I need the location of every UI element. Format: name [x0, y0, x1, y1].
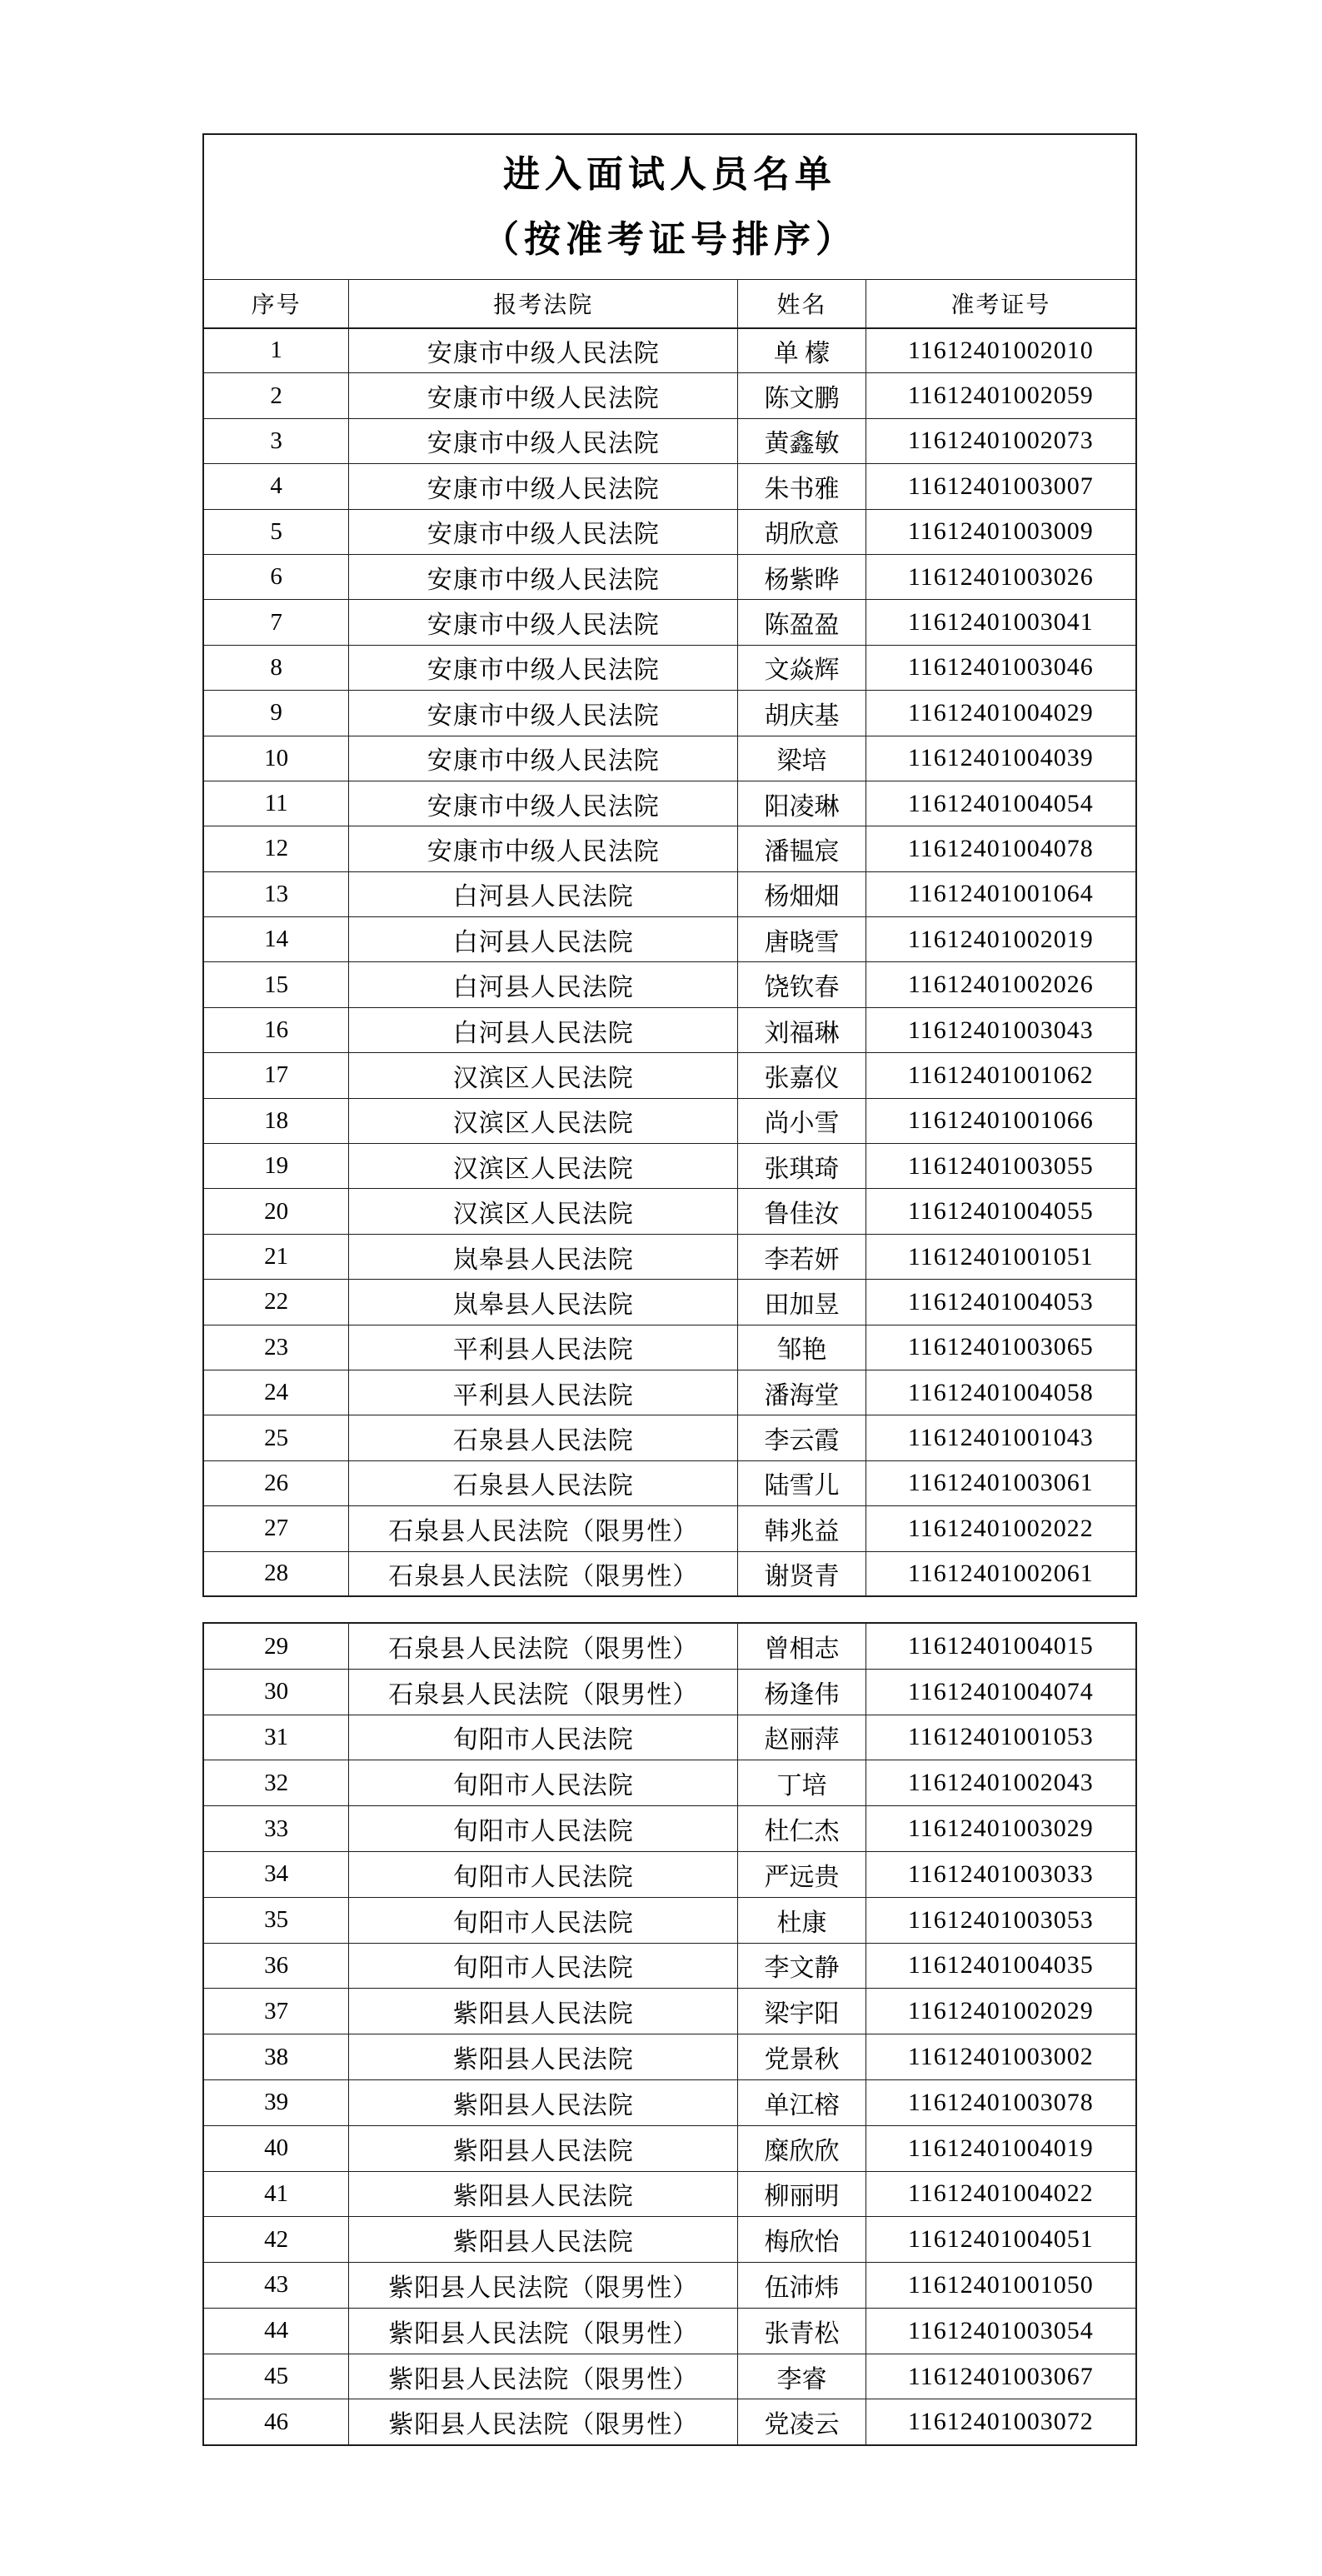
cell-name: 刘福琳	[738, 1007, 866, 1052]
cell-index: 41	[203, 2171, 349, 2217]
cell-court: 安康市中级人民法院	[349, 691, 738, 736]
cell-name: 党景秋	[738, 2034, 866, 2080]
cell-court: 紫阳县人民法院	[349, 2217, 738, 2263]
cell-name: 饶钦春	[738, 962, 866, 1007]
cell-ticket: 11612401004055	[866, 1189, 1136, 1234]
cell-court: 白河县人民法院	[349, 917, 738, 962]
cell-name: 单 檬	[738, 328, 866, 373]
cell-index: 17	[203, 1053, 349, 1098]
cell-index: 27	[203, 1506, 349, 1551]
cell-ticket: 11612401003009	[866, 509, 1136, 554]
table-row	[203, 781, 1136, 826]
cell-ticket: 11612401004058	[866, 1370, 1136, 1415]
table-row	[203, 962, 1136, 1007]
cell-court: 白河县人民法院	[349, 962, 738, 1007]
cell-court: 旬阳市人民法院	[349, 1715, 738, 1760]
cell-ticket: 11612401004051	[866, 2217, 1136, 2263]
table-row	[203, 2354, 1136, 2399]
cell-name: 杨紫晔	[738, 554, 866, 599]
table-row	[203, 826, 1136, 871]
cell-index: 12	[203, 826, 349, 871]
cell-court: 安康市中级人民法院	[349, 554, 738, 599]
cell-ticket: 11612401003029	[866, 1806, 1136, 1852]
page-title: 进入面试人员名单	[503, 153, 836, 195]
title-block	[202, 133, 1137, 279]
table-row	[203, 1098, 1136, 1143]
cell-index: 28	[203, 1551, 349, 1596]
cell-index: 9	[203, 691, 349, 736]
cell-court: 安康市中级人民法院	[349, 464, 738, 509]
table-row	[203, 917, 1136, 962]
table-row	[203, 2171, 1136, 2217]
cell-name: 杜仁杰	[738, 1806, 866, 1852]
cell-name: 杨逢伟	[738, 1669, 866, 1715]
cell-index: 39	[203, 2079, 349, 2125]
table-row	[203, 645, 1136, 690]
cell-name: 李云霞	[738, 1415, 866, 1460]
cell-court: 白河县人民法院	[349, 871, 738, 916]
cell-name: 杜康	[738, 1897, 866, 1943]
cell-index: 37	[203, 1989, 349, 2034]
cell-index: 6	[203, 554, 349, 599]
cell-name: 田加昱	[738, 1280, 866, 1325]
cell-ticket: 11612401003078	[866, 2079, 1136, 2125]
cell-index: 23	[203, 1325, 349, 1370]
cell-index: 1	[203, 328, 349, 373]
cell-ticket: 11612401003067	[866, 2354, 1136, 2399]
cell-index: 7	[203, 600, 349, 645]
cell-name: 梁培	[738, 736, 866, 781]
cell-ticket: 11612401002061	[866, 1551, 1136, 1596]
cell-court: 安康市中级人民法院	[349, 418, 738, 463]
cell-court: 安康市中级人民法院	[349, 781, 738, 826]
table-row	[203, 328, 1136, 373]
cell-name: 张琪琦	[738, 1144, 866, 1189]
cell-name: 陈文鹏	[738, 373, 866, 418]
cell-index: 13	[203, 871, 349, 916]
cell-ticket: 11612401001062	[866, 1053, 1136, 1098]
cell-ticket: 11612401004015	[866, 1623, 1136, 1669]
cell-ticket: 11612401004053	[866, 1280, 1136, 1325]
cell-index: 15	[203, 962, 349, 1007]
cell-ticket: 11612401002073	[866, 418, 1136, 463]
cell-ticket: 11612401003054	[866, 2308, 1136, 2354]
cell-ticket: 11612401001053	[866, 1715, 1136, 1760]
cell-court: 白河县人民法院	[349, 1007, 738, 1052]
table-row	[203, 1460, 1136, 1505]
table-row	[203, 1280, 1136, 1325]
table-row	[203, 2125, 1136, 2171]
cell-name: 张青松	[738, 2308, 866, 2354]
cell-court: 紫阳县人民法院	[349, 2079, 738, 2125]
table-row	[203, 1669, 1136, 1715]
cell-ticket: 11612401004022	[866, 2171, 1136, 2217]
cell-name: 黄鑫敏	[738, 418, 866, 463]
table-row	[203, 1851, 1136, 1897]
cell-court: 紫阳县人民法院（限男性）	[349, 2354, 738, 2399]
cell-index: 11	[203, 781, 349, 826]
header-court: 报考法院	[349, 280, 738, 328]
table-row	[203, 1415, 1136, 1460]
cell-ticket: 11612401003053	[866, 1897, 1136, 1943]
cell-court: 石泉县人民法院（限男性）	[349, 1506, 738, 1551]
table-row	[203, 1623, 1136, 1669]
table-row	[203, 2308, 1136, 2354]
cell-name: 李文静	[738, 1943, 866, 1989]
cell-index: 10	[203, 736, 349, 781]
cell-court: 汉滨区人民法院	[349, 1053, 738, 1098]
cell-index: 43	[203, 2263, 349, 2309]
cell-court: 旬阳市人民法院	[349, 1760, 738, 1806]
cell-index: 35	[203, 1897, 349, 1943]
cell-court: 汉滨区人民法院	[349, 1189, 738, 1234]
cell-ticket: 11612401003033	[866, 1851, 1136, 1897]
cell-ticket: 11612401003002	[866, 2034, 1136, 2080]
cell-name: 陈盈盈	[738, 600, 866, 645]
cell-court: 安康市中级人民法院	[349, 373, 738, 418]
table-row	[203, 1053, 1136, 1098]
cell-name: 胡庆基	[738, 691, 866, 736]
cell-ticket: 11612401004019	[866, 2125, 1136, 2171]
page-break-gap	[202, 1597, 1137, 1622]
cell-court: 安康市中级人民法院	[349, 645, 738, 690]
cell-index: 46	[203, 2399, 349, 2445]
cell-ticket: 11612401002019	[866, 917, 1136, 962]
cell-name: 陆雪儿	[738, 1460, 866, 1505]
header-row	[203, 280, 1136, 328]
cell-index: 4	[203, 464, 349, 509]
cell-court: 旬阳市人民法院	[349, 1806, 738, 1852]
cell-name: 伍沛炜	[738, 2263, 866, 2309]
cell-ticket: 11612401002059	[866, 373, 1136, 418]
cell-name: 朱书雅	[738, 464, 866, 509]
cell-court: 安康市中级人民法院	[349, 600, 738, 645]
cell-court: 汉滨区人民法院	[349, 1098, 738, 1143]
cell-index: 29	[203, 1623, 349, 1669]
table-row	[203, 1370, 1136, 1415]
cell-ticket: 11612401002022	[866, 1506, 1136, 1551]
cell-name: 党凌云	[738, 2399, 866, 2445]
table-row	[203, 1007, 1136, 1052]
table-row	[203, 1897, 1136, 1943]
cell-index: 22	[203, 1280, 349, 1325]
cell-court: 平利县人民法院	[349, 1370, 738, 1415]
cell-court: 安康市中级人民法院	[349, 328, 738, 373]
table-row	[203, 509, 1136, 554]
cell-name: 梁宇阳	[738, 1989, 866, 2034]
cell-ticket: 11612401003065	[866, 1325, 1136, 1370]
cell-ticket: 11612401004078	[866, 826, 1136, 871]
table-row	[203, 1760, 1136, 1806]
cell-name: 潘海堂	[738, 1370, 866, 1415]
cell-ticket: 11612401003055	[866, 1144, 1136, 1189]
cell-index: 20	[203, 1189, 349, 1234]
cell-court: 安康市中级人民法院	[349, 509, 738, 554]
cell-index: 31	[203, 1715, 349, 1760]
cell-ticket: 11612401003046	[866, 645, 1136, 690]
cell-court: 汉滨区人民法院	[349, 1144, 738, 1189]
cell-ticket: 11612401001050	[866, 2263, 1136, 2309]
cell-name: 鲁佳汝	[738, 1189, 866, 1234]
cell-name: 丁培	[738, 1760, 866, 1806]
table-row	[203, 418, 1136, 463]
header-name: 姓名	[738, 280, 866, 328]
cell-index: 5	[203, 509, 349, 554]
cell-court: 石泉县人民法院（限男性）	[349, 1551, 738, 1596]
cell-index: 24	[203, 1370, 349, 1415]
cell-ticket: 11612401004054	[866, 781, 1136, 826]
cell-ticket: 11612401002010	[866, 328, 1136, 373]
cell-court: 旬阳市人民法院	[349, 1851, 738, 1897]
cell-ticket: 11612401003072	[866, 2399, 1136, 2445]
cell-ticket: 11612401001064	[866, 871, 1136, 916]
table-row	[203, 2217, 1136, 2263]
cell-ticket: 11612401001051	[866, 1234, 1136, 1279]
cell-ticket: 11612401003061	[866, 1460, 1136, 1505]
cell-name: 潘韫宸	[738, 826, 866, 871]
cell-index: 34	[203, 1851, 349, 1897]
cell-court: 紫阳县人民法院	[349, 2125, 738, 2171]
table-row	[203, 554, 1136, 599]
cell-court: 紫阳县人民法院（限男性）	[349, 2399, 738, 2445]
cell-index: 3	[203, 418, 349, 463]
table-row	[203, 2263, 1136, 2309]
table-row	[203, 1551, 1136, 1596]
table-row	[203, 2034, 1136, 2080]
cell-index: 33	[203, 1806, 349, 1852]
table-row	[203, 2079, 1136, 2125]
table-row	[203, 2399, 1136, 2445]
cell-name: 糜欣欣	[738, 2125, 866, 2171]
cell-ticket: 11612401004074	[866, 1669, 1136, 1715]
cell-name: 李睿	[738, 2354, 866, 2399]
cell-ticket: 11612401002029	[866, 1989, 1136, 2034]
cell-court: 紫阳县人民法院（限男性）	[349, 2308, 738, 2354]
cell-ticket: 11612401004039	[866, 736, 1136, 781]
table-row	[203, 373, 1136, 418]
cell-name: 杨畑畑	[738, 871, 866, 916]
table-row	[203, 736, 1136, 781]
table-row	[203, 1506, 1136, 1551]
cell-court: 平利县人民法院	[349, 1325, 738, 1370]
cell-court: 石泉县人民法院	[349, 1415, 738, 1460]
candidates-table-part1	[202, 279, 1137, 1597]
table-row	[203, 1715, 1136, 1760]
cell-index: 25	[203, 1415, 349, 1460]
cell-index: 45	[203, 2354, 349, 2399]
cell-name: 单江榕	[738, 2079, 866, 2125]
cell-court: 岚皋县人民法院	[349, 1234, 738, 1279]
cell-index: 36	[203, 1943, 349, 1989]
table-row	[203, 871, 1136, 916]
cell-ticket: 11612401003043	[866, 1007, 1136, 1052]
cell-name: 阳凌琳	[738, 781, 866, 826]
cell-name: 唐晓雪	[738, 917, 866, 962]
cell-court: 安康市中级人民法院	[349, 826, 738, 871]
cell-court: 石泉县人民法院	[349, 1460, 738, 1505]
cell-index: 42	[203, 2217, 349, 2263]
table-row	[203, 600, 1136, 645]
table-row	[203, 1144, 1136, 1189]
cell-index: 8	[203, 645, 349, 690]
interview-list-document	[202, 133, 1137, 2446]
cell-ticket: 11612401002026	[866, 962, 1136, 1007]
cell-index: 26	[203, 1460, 349, 1505]
cell-name: 韩兆益	[738, 1506, 866, 1551]
cell-index: 14	[203, 917, 349, 962]
page-subtitle: （按准考证号排序）	[482, 218, 857, 260]
cell-court: 紫阳县人民法院（限男性）	[349, 2263, 738, 2309]
cell-court: 旬阳市人民法院	[349, 1897, 738, 1943]
cell-name: 梅欣怡	[738, 2217, 866, 2263]
cell-index: 16	[203, 1007, 349, 1052]
cell-index: 21	[203, 1234, 349, 1279]
cell-name: 赵丽萍	[738, 1715, 866, 1760]
cell-name: 严远贵	[738, 1851, 866, 1897]
table-row	[203, 1806, 1136, 1852]
table-row	[203, 464, 1136, 509]
table-row	[203, 1234, 1136, 1279]
cell-court: 紫阳县人民法院	[349, 2171, 738, 2217]
candidates-table-part2	[202, 1622, 1137, 2445]
cell-index: 44	[203, 2308, 349, 2354]
cell-court: 紫阳县人民法院	[349, 1989, 738, 2034]
table-row	[203, 1325, 1136, 1370]
cell-court: 安康市中级人民法院	[349, 736, 738, 781]
cell-ticket: 11612401004029	[866, 691, 1136, 736]
cell-court: 旬阳市人民法院	[349, 1943, 738, 1989]
cell-ticket: 11612401004035	[866, 1943, 1136, 1989]
cell-name: 曾相志	[738, 1623, 866, 1669]
cell-name: 柳丽明	[738, 2171, 866, 2217]
cell-ticket: 11612401001043	[866, 1415, 1136, 1460]
cell-name: 李若妍	[738, 1234, 866, 1279]
cell-index: 19	[203, 1144, 349, 1189]
cell-court: 石泉县人民法院（限男性）	[349, 1669, 738, 1715]
cell-ticket: 11612401003007	[866, 464, 1136, 509]
header-ticket: 准考证号	[866, 280, 1136, 328]
cell-name: 张嘉仪	[738, 1053, 866, 1098]
cell-ticket: 11612401001066	[866, 1098, 1136, 1143]
table-row	[203, 1989, 1136, 2034]
cell-court: 岚皋县人民法院	[349, 1280, 738, 1325]
table-row	[203, 691, 1136, 736]
cell-name: 尚小雪	[738, 1098, 866, 1143]
cell-index: 38	[203, 2034, 349, 2080]
cell-name: 文焱辉	[738, 645, 866, 690]
cell-index: 32	[203, 1760, 349, 1806]
cell-court: 紫阳县人民法院	[349, 2034, 738, 2080]
cell-index: 18	[203, 1098, 349, 1143]
cell-name: 谢贤青	[738, 1551, 866, 1596]
cell-name: 邹艳	[738, 1325, 866, 1370]
table-row	[203, 1943, 1136, 1989]
table-row	[203, 1189, 1136, 1234]
cell-index: 30	[203, 1669, 349, 1715]
cell-index: 2	[203, 373, 349, 418]
cell-index: 40	[203, 2125, 349, 2171]
header-index: 序号	[203, 280, 349, 328]
cell-ticket: 11612401003041	[866, 600, 1136, 645]
cell-court: 石泉县人民法院（限男性）	[349, 1623, 738, 1669]
cell-ticket: 11612401002043	[866, 1760, 1136, 1806]
cell-name: 胡欣意	[738, 509, 866, 554]
cell-ticket: 11612401003026	[866, 554, 1136, 599]
